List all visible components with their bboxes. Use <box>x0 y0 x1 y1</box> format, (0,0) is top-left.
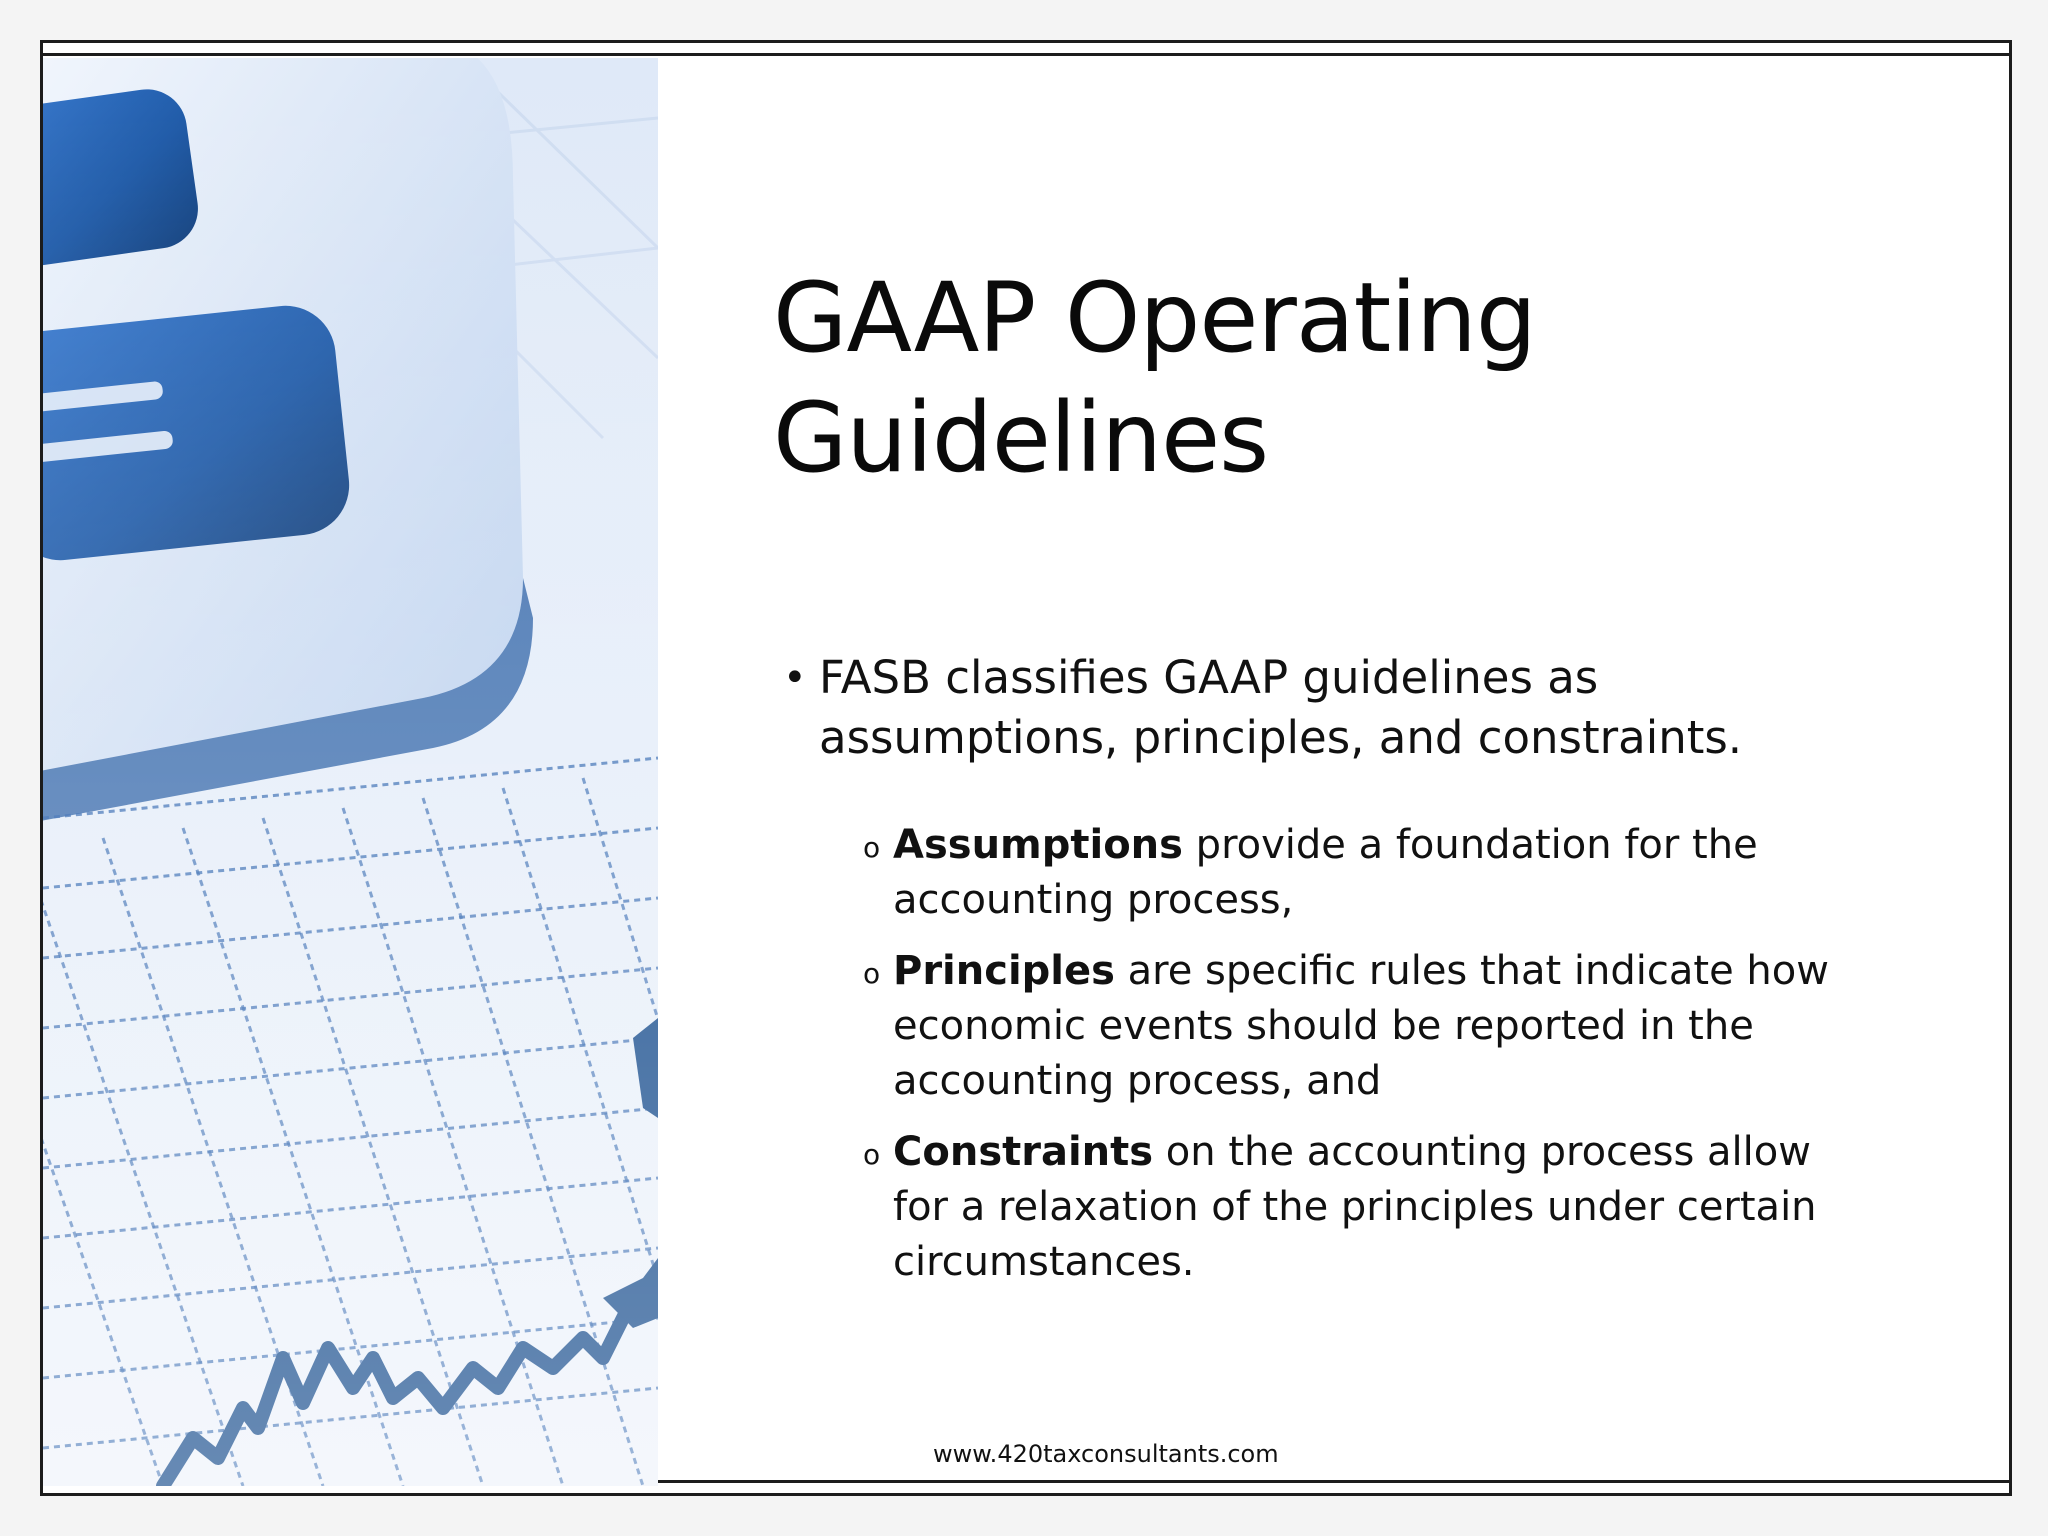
title-line-1: GAAP Operating <box>773 262 1536 374</box>
photo-illustration <box>43 58 658 1486</box>
sub-bullet-principles <box>863 944 1843 1109</box>
main-bullet <box>783 648 1859 768</box>
footer-url[interactable]: www.420taxconsultants.com <box>933 1440 1279 1468</box>
title-line-2: Guidelines <box>773 382 1269 494</box>
slide <box>40 40 2012 1496</box>
main-bullet-text: FASB classifies GAAP guidelines as assumptions, principles, and constraints. <box>819 651 1743 764</box>
sub-bullet-marker: o <box>863 957 881 990</box>
sub-bullet-constraints <box>863 1125 1843 1290</box>
sub-bullet-list <box>863 818 1843 1306</box>
term-principles: Principles <box>893 948 1115 994</box>
term-constraints: Constraints <box>893 1129 1154 1175</box>
principles-text: are specific rules that indicate how economic events should be reported in the accounting process, and <box>893 948 1829 1104</box>
slide-content <box>743 58 1973 1486</box>
term-assumptions: Assumptions <box>893 822 1183 868</box>
assumptions-text: provide a foundation for the accounting process, <box>893 822 1758 923</box>
slide-title <box>773 258 1923 498</box>
sub-bullet-assumptions <box>863 818 1843 928</box>
sub-bullet-marker: o <box>863 831 881 864</box>
top-rule <box>43 53 2009 56</box>
constraints-text: on the accounting process allow for a relaxation of the principles under certain circumstances. <box>893 1129 1817 1285</box>
calculator-chart-photo <box>43 58 658 1486</box>
sub-bullet-marker: o <box>863 1138 881 1171</box>
bullet-marker: • <box>783 655 807 701</box>
